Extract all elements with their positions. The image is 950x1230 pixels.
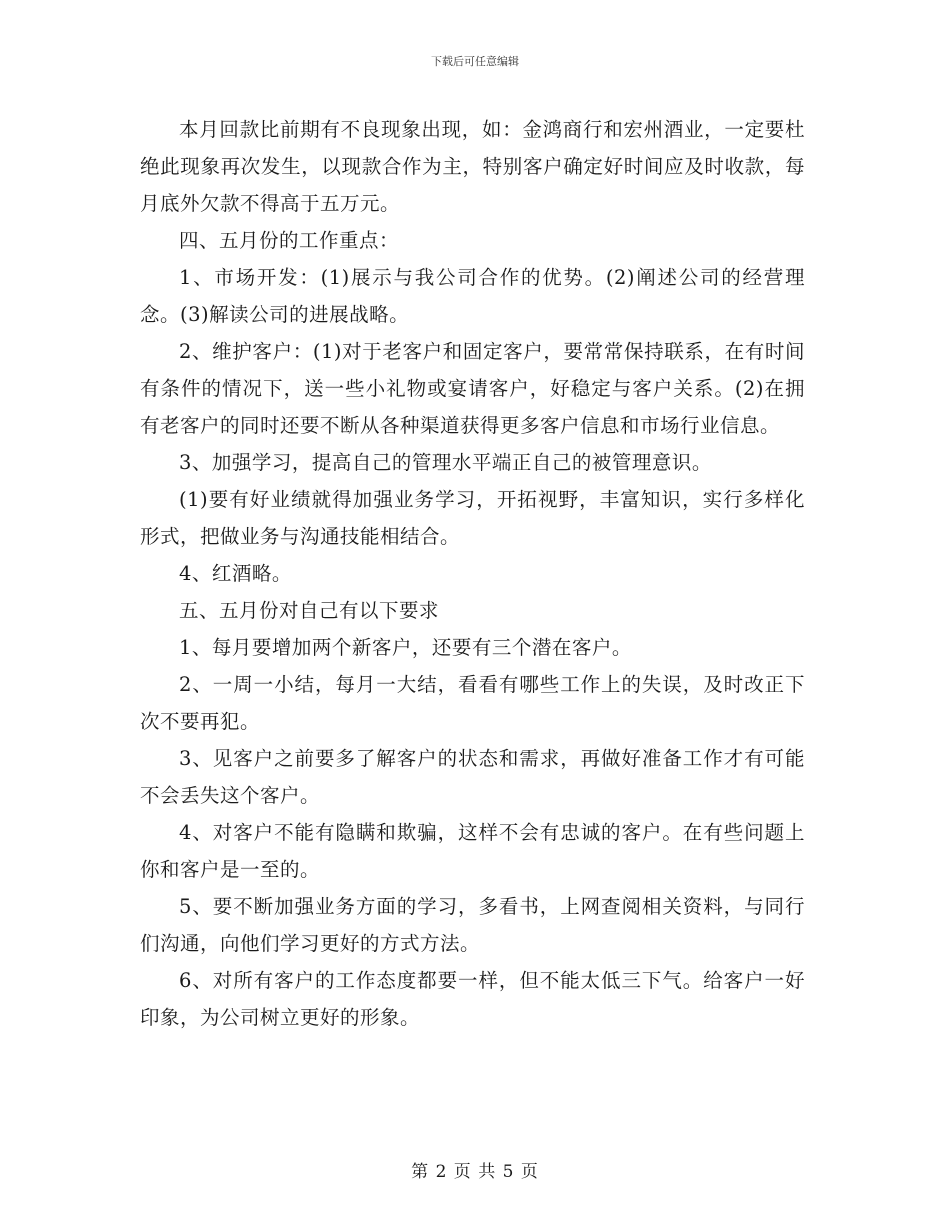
paragraph-requirement-4: 4、对客户不能有隐瞒和欺骗，这样不会有忠诚的客户。在有些问题上你和客户是一至的。 [140, 821, 805, 881]
paragraph-learning-detail: (1)要有好业绩就得加强业务学习，开拓视野，丰富知识，实行多样化形式，把做业务与沟通技能相结合。 [140, 488, 805, 548]
paragraph-requirement-5: 5、要不断加强业务方面的学习，多看书，上网查阅相关资料，与同行们沟通，向他们学习更好的方式方法。 [140, 895, 805, 955]
paragraph-collection-note: 本月回款比前期有不良现象出现，如：金鸿商行和宏州酒业，一定要杜绝此现象再次发生，以现款合作为主，特别客户确定好时间应及时收款，每月底外欠款不得高于五万元。 [140, 118, 805, 215]
heading-self-requirements: 五、五月份对自己有以下要求 [179, 599, 440, 622]
heading-may-work-focus: 四、五月份的工作重点： [179, 229, 400, 252]
paragraph-requirement-3: 3、见客户之前要多了解客户的状态和需求，再做好准备工作才有可能不会丢失这个客户。 [140, 747, 805, 807]
document-body [140, 111, 805, 1036]
paragraph-maintain-customers: 2、维护客户：(1)对于老客户和固定客户，要常常保持联系，在有时间有条件的情况下，送一些小礼物或宴请客户，好稳定与客户关系。(2)在拥有老客户的同时还要不断从各种渠道获得更多客户信息和市场行业信息。 [140, 340, 805, 437]
paragraph-requirement-2: 2、一周一小结，每月一大结，看看有哪些工作上的失误，及时改正下次不要再犯。 [140, 673, 805, 733]
paragraph-strengthen-learning: 3、加强学习，提高自己的管理水平端正自己的被管理意识。 [179, 451, 712, 474]
paragraph-red-wine: 4、红酒略。 [179, 562, 292, 585]
paragraph-requirement-1: 1、每月要增加两个新客户，还要有三个潜在客户。 [179, 636, 632, 659]
paragraph-requirement-6: 6、对所有客户的工作态度都要一样，但不能太低三下气。给客户一好印象，为公司树立更好的形象。 [140, 969, 805, 1029]
page-header: 下载后可任意编辑 [431, 55, 519, 68]
paragraph-market-development: 1、市场开发：(1)展示与我公司合作的优势。(2)阐述公司的经营理念。(3)解读公司的进展战略。 [140, 266, 805, 326]
page-number-footer: 第 2 页 共 5 页 [411, 1162, 539, 1182]
